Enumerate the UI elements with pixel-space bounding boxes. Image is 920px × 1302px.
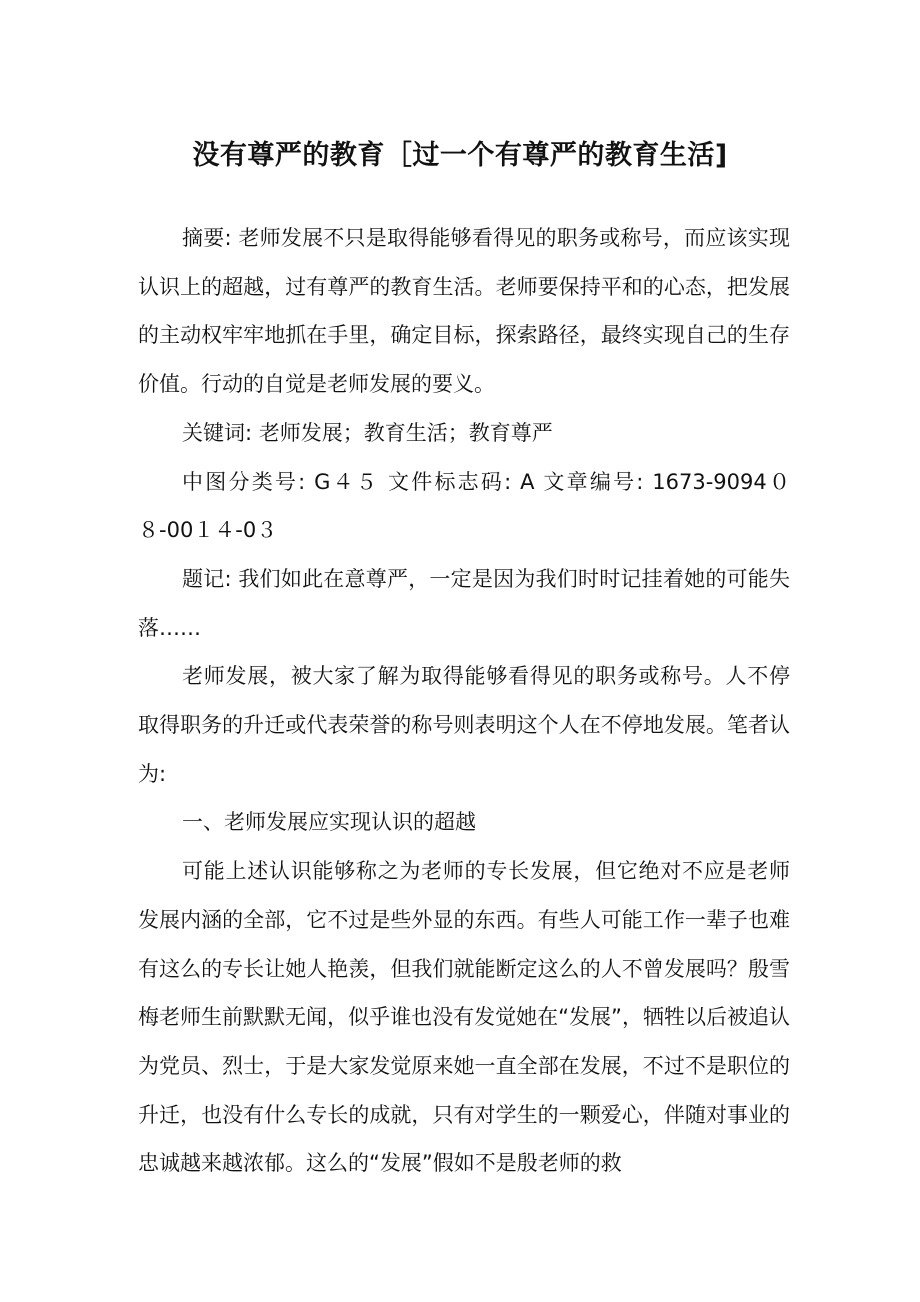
section-heading-1: 一、老师发展应实现认识的超越	[182, 810, 476, 835]
section-1-paragraph: 可能上述认识能够称之为老师的专长发展，但它绝对不应是老师发展内涵的全部，它不过是些外显的东西。有些人可能工作一辈子也难有这么的专长让她人艳羡，但我们就能断定这么的人不曾发展吗？殷雪梅老师生前默默无闻，似乎谁也没有发觉她在“发展”，牺牲以后被追认为党员、烈士，于是大家发觉原来她一直全部在发展，不过不是职位的升迁，也没有什么专长的成就，只有对学生的一颗爱心，伴随对事业的忠诚越来越浓郁。这么的“发展”假如不是殷老师的救	[138, 859, 790, 1176]
epigraph-paragraph: 题记: 我们如此在意尊严，一定是因为我们时时记挂着她的可能失落……	[138, 566, 790, 640]
keywords-paragraph: 关键词: 老师发展；教育生活；教育尊严	[182, 420, 553, 445]
document-body	[138, 214, 790, 1188]
intro-paragraph: 老师发展，被大家了解为取得能够看得见的职务或称号。人不停取得职务的升迁或代表荣誉的称号则表明这个人在不停地发展。笔者认为:	[138, 664, 790, 786]
document-title: 没有尊严的教育［过一个有尊严的教育生活]	[192, 140, 728, 172]
classification-paragraph: 中图分类号: G４５ 文件标志码: A 文章编号: 1673-9094０８-00１４-0３	[138, 469, 790, 543]
abstract-paragraph: 摘要: 老师发展不只是取得能够看得见的职务或称号，而应该实现认识上的超越，过有尊严的教育生活。老师要保持平和的心态，把发展的主动权牢牢地抓在手里，确定目标，探索路径，最终实现自己的生存价值。行动的自觉是老师发展的要义。	[138, 226, 790, 397]
